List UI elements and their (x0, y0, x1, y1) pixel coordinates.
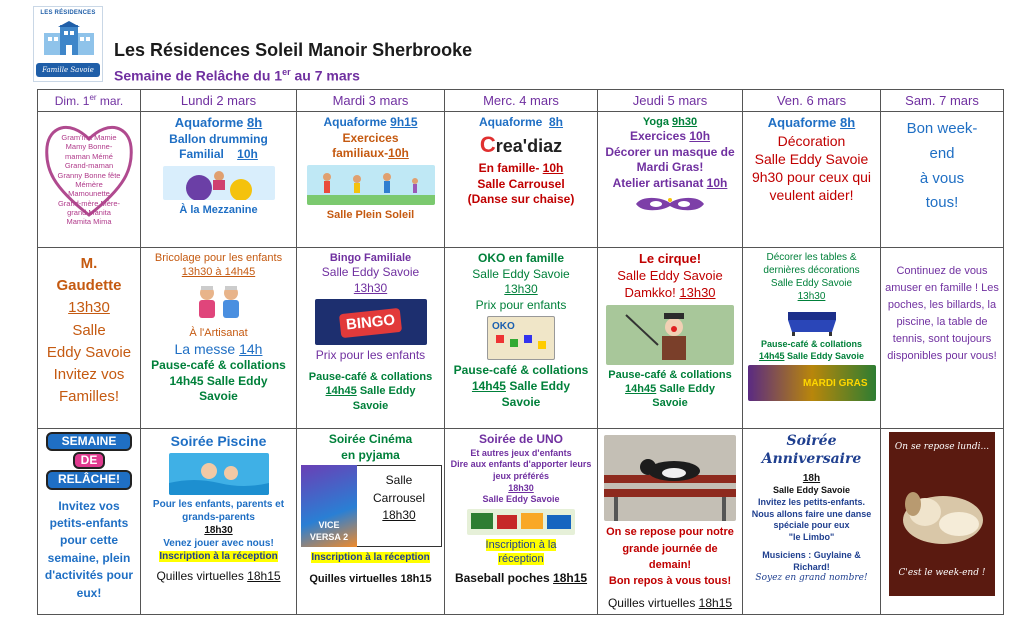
family-exercise-image (307, 165, 435, 205)
activity-line: Pause-café & collations (308, 371, 433, 384)
poster-text: VERSA 2 (309, 531, 349, 542)
cinema-block (301, 465, 442, 547)
activity-line: Savoie (352, 399, 389, 412)
registration-text: Inscription à la réception (311, 552, 430, 564)
badge-line: RELÂCHE! (46, 470, 132, 489)
activity-title: Aquaforme (174, 115, 244, 130)
wednesday-afternoon-cell (445, 248, 598, 429)
activity-time: 13h30 (797, 291, 826, 302)
activity-line (600, 129, 740, 145)
activity-time: 8h (840, 115, 856, 130)
activity-line: Gaudette (56, 277, 122, 295)
wednesday-morning-cell (445, 112, 598, 248)
monday-evening-cell (141, 429, 297, 615)
activity-line (143, 569, 294, 585)
activity-text: Salle Eddy (359, 385, 416, 398)
game-piece (510, 339, 518, 347)
activity-line: Nous allons faire une danse spéciale pour eux (751, 508, 872, 531)
activity-text: Baseball poches (454, 570, 550, 585)
day-sup: er (89, 93, 97, 102)
page-title: Les Résidences Soleil Manoir Sherbrooke (114, 40, 473, 60)
evening-row (38, 429, 1004, 615)
game-piece (524, 335, 532, 343)
activity-line (143, 147, 294, 163)
activity-line: Décoration (777, 132, 846, 149)
day-header-thursday: Jeudi 5 mars (598, 90, 743, 112)
activity-time: 8h (549, 115, 564, 129)
activity-text: Familial (179, 147, 224, 162)
activity-time: 14h (239, 340, 263, 357)
activity-line (600, 176, 740, 192)
oko-text: OKO (492, 321, 515, 333)
weekend-dog-image (889, 432, 995, 596)
activity-time: 18h30 (382, 507, 416, 522)
activity-line: Bingo Familiale (329, 252, 412, 264)
activity-line: Musiciens : Guylaine & Richard! (762, 549, 861, 572)
activity-text: Bricolage pour les enfants (154, 252, 283, 264)
activity-time: 10h (388, 146, 409, 161)
mardi-gras-banner (748, 365, 876, 401)
activity-time: 14h45 (325, 385, 357, 398)
activity-line: On se repose pour notre grande journée de demain! (606, 526, 734, 571)
activity-time: 18h (802, 473, 821, 485)
box-line: Salle (385, 473, 413, 488)
activity-time: 13h30 (68, 299, 110, 317)
bingo-text: BINGO (339, 308, 402, 338)
activity-line: Ballon drumming (169, 131, 268, 146)
activity-time: 10h (706, 176, 728, 191)
registration-text: Inscription à la (485, 539, 557, 552)
activity-time: 18h30 (204, 525, 233, 537)
day-header-wednesday: Merc. 4 mars (445, 90, 598, 112)
activity-line (600, 382, 740, 396)
day-header-sunday (38, 90, 141, 112)
image-caption-bottom: C'est le week-end ! (898, 568, 986, 579)
aquaforme-line (745, 115, 878, 132)
message-line: Bon week- (906, 120, 978, 137)
activity-time: 13h30 (679, 284, 716, 300)
weekend-activities-text: Continuez de vous amuser en famille ! Les poches, les billards, la piscine, la table de tennis, sont toujours disponibles pour vous! (885, 265, 999, 363)
activity-line: Pour les enfants, parents et grands-parents (152, 499, 285, 524)
box-line: Carrousel (372, 490, 426, 505)
image-caption-top: On se repose lundi... (894, 442, 990, 452)
sunday-afternoon-cell (38, 248, 141, 429)
activity-line: Pause-café & collations (453, 363, 589, 378)
activity-title: en pyjama (341, 447, 400, 462)
day-header-monday: Lundi 2 mars (141, 90, 297, 112)
activity-title: Anniversaire (761, 451, 862, 468)
activity-line (600, 285, 740, 302)
day-label: Dim. 1 (54, 94, 90, 108)
activity-line: "le Limbo" (788, 532, 835, 543)
oko-game-image (487, 316, 555, 360)
banner-text: MARDI GRAS (803, 377, 868, 389)
table-decoration-image (782, 306, 842, 336)
friday-morning-cell (743, 112, 881, 248)
activity-time: 18h15 (553, 570, 588, 585)
activity-line: Salle Eddy Savoie (482, 494, 560, 505)
saturday-afternoon-cell (881, 248, 1004, 429)
activity-line: Soyez en grand nombre! (755, 573, 868, 584)
activity-line: Pause-café & collations (760, 339, 863, 349)
activity-text: Salle Eddy (659, 382, 715, 395)
logo-bottom-text: Famille Savoie (36, 63, 100, 77)
registration-line (299, 551, 442, 564)
activity-time: 13h30 à 14h45 (181, 266, 256, 279)
activity-line: Et autres jeux d'enfants (470, 447, 572, 458)
resting-cat-image (604, 435, 736, 521)
activity-title: Soirée Piscine (170, 433, 267, 449)
activity-line: Salle Eddy Savoie (321, 265, 420, 280)
activity-line: Savoie (199, 389, 238, 404)
activity-line: Quilles virtuelles 18h15 (309, 573, 432, 586)
activity-text: Damkko! (624, 284, 676, 300)
activity-title: Aquaforme (323, 115, 387, 129)
activity-line: Prix pour enfants (475, 297, 567, 312)
day-header-friday: Ven. 6 mars (743, 90, 881, 112)
activity-line: Exercices (342, 130, 399, 145)
activity-title: Yoga (642, 116, 669, 128)
activity-line: Venez jouer avec nous! (163, 538, 274, 550)
exercise-ball-image (163, 166, 275, 200)
activity-line: Savoie (652, 397, 688, 410)
semaine-relache-badge (46, 432, 132, 490)
registration-text: réception (498, 553, 544, 566)
sleeping-puppy-icon (889, 474, 995, 554)
activity-text: Salle Eddy (509, 378, 571, 393)
registration-line (447, 552, 595, 566)
activity-line: Salle Eddy Savoie (472, 266, 570, 281)
activity-title: Aquaforme (767, 115, 837, 130)
activity-line: Pause-café & collations (151, 358, 286, 373)
activity-place: Salle Plein Soleil (326, 208, 415, 221)
game-piece (538, 341, 546, 349)
activity-line (600, 596, 740, 612)
friday-afternoon-cell (743, 248, 881, 429)
activity-time: 13h30 (353, 280, 388, 295)
activity-text: Quilles virtuelles (607, 595, 696, 610)
registration-text: Inscription à la réception (159, 551, 278, 563)
activity-time: 9h30 (672, 116, 698, 128)
logo-text: rea'diaz (495, 135, 563, 156)
movie-poster (301, 465, 357, 547)
monday-afternoon-cell (141, 248, 297, 429)
activity-text: Salle Eddy Savoie (787, 350, 865, 361)
activity-line: (Danse sur chaise) (467, 192, 575, 207)
message-line: tous! (925, 194, 959, 212)
activity-time: 18h15 (698, 595, 733, 610)
activity-line: 14h45 Salle Eddy (169, 373, 268, 388)
sunday-evening-cell (38, 429, 141, 615)
activity-place: À la Mezzanine (179, 204, 258, 217)
logo-top-text: LES RÉSIDENCES (40, 10, 96, 16)
aquaforme-line (143, 115, 294, 132)
mass-line (143, 340, 294, 358)
activity-time: 8h (247, 115, 263, 130)
activity-title: Soirée de UNO (478, 432, 564, 446)
activity-line: À l'Artisanat (189, 326, 248, 339)
activity-time: 13h30 (504, 282, 538, 297)
activity-line: Eddy Savoie (46, 343, 132, 361)
activity-title: Soirée Cinéma (328, 432, 413, 446)
activity-text: Exercices (629, 129, 687, 144)
tuesday-evening-cell (297, 429, 445, 615)
activity-line: Décorer les tables & dernières décorations (763, 252, 860, 276)
activity-line: Salle Carrousel (477, 176, 565, 191)
activity-line: Salle Eddy Savoie (617, 267, 723, 283)
activity-text: La messe (174, 340, 236, 357)
c-logo-icon: C (479, 131, 496, 157)
aquaforme-line (299, 115, 442, 131)
activity-line: 9h30 pour ceux qui veulent aider! (751, 169, 872, 204)
activity-line (447, 379, 595, 395)
activity-line (143, 251, 294, 280)
residence-logo (33, 6, 103, 82)
page-subtitle (114, 67, 360, 84)
activity-time: 10h (689, 129, 711, 144)
activity-time: 14h45 (471, 378, 506, 393)
activity-time: 14h45 (758, 350, 785, 361)
activity-line: OKO en famille (477, 251, 565, 265)
weekly-calendar (37, 89, 1004, 615)
activity-title: Soirée (786, 433, 837, 449)
day-header-tuesday: Mardi 3 mars (297, 90, 445, 112)
activity-line: Le cirque! (638, 251, 702, 266)
activity-line: Salle Eddy Savoie (770, 278, 853, 289)
activity-title: Aquaforme (478, 115, 543, 129)
activity-time: 9h15 (390, 115, 418, 129)
monday-morning-cell (141, 112, 297, 248)
activity-time: 18h15 (247, 569, 281, 584)
activity-line: Pause-café & collations (608, 368, 732, 381)
tuesday-afternoon-cell (297, 248, 445, 429)
activity-line: Salle (72, 321, 106, 339)
day-header-saturday: Sam. 7 mars (881, 90, 1004, 112)
activity-line (299, 146, 442, 162)
pool-image (169, 453, 269, 495)
badge-line: DE (73, 452, 105, 469)
mardi-gras-mask-icon (632, 195, 708, 213)
day-label: mar. (96, 94, 124, 108)
creadiaz-logo (447, 131, 595, 160)
weekend-message (883, 115, 1001, 216)
wednesday-evening-cell (445, 429, 598, 615)
activity-line: Prix pour les enfants (315, 348, 426, 363)
activity-line: M. (80, 255, 98, 272)
morning-row (38, 112, 1004, 248)
activity-line: Invitez vos petits-enfants pour cette semaine, plein d'activités pour eux! (44, 498, 134, 600)
activity-time: 18h30 (508, 482, 534, 493)
activity-line: Salle Eddy Savoie (772, 485, 851, 496)
activity-line: Savoie (501, 394, 541, 409)
day-header-row (38, 90, 1004, 112)
subtitle-part: Semaine de Relâche du 1 (114, 67, 283, 84)
activity-text: Quilles virtuelles (156, 569, 244, 584)
building-icon (42, 21, 96, 57)
grandparents-image (187, 283, 251, 323)
saturday-morning-cell (881, 112, 1004, 248)
tuesday-morning-cell (297, 112, 445, 248)
heart-word-cloud (43, 117, 135, 227)
aquaforme-line (447, 115, 595, 131)
afternoon-row (38, 248, 1004, 429)
activity-text: En famille- (478, 161, 540, 176)
subtitle-part: au 7 mars (290, 67, 360, 84)
clown-image (606, 305, 734, 365)
thursday-afternoon-cell (598, 248, 743, 429)
message-line: end (929, 144, 955, 162)
activity-time: 10h (237, 147, 258, 162)
activity-text: familiaux- (332, 146, 389, 161)
gaudette-block (40, 251, 138, 408)
yoga-line (600, 115, 740, 129)
heart-words: Gram'ma Mamie Mamy Bonne-maman Mémé Grand-maman Granny Bonne fête Mémère Mamounette Grand-mère Mère-grand Manita Mamita Mima (57, 133, 121, 227)
game-piece (496, 335, 504, 343)
cinema-location-box (357, 465, 442, 547)
activity-line (447, 161, 595, 177)
message-line: à vous (919, 169, 965, 187)
activity-time: 14h45 (625, 382, 657, 395)
activity-line: Salle Eddy Savoie (754, 151, 869, 168)
friday-evening-cell (743, 429, 881, 615)
subtitle-sup: er (282, 67, 291, 77)
activity-line: Décorer un masque de Mardi Gras! (605, 144, 735, 175)
activity-line (299, 384, 442, 398)
activity-line (745, 351, 878, 363)
registration-line (143, 550, 294, 563)
bingo-image (315, 299, 427, 345)
sunday-morning-cell (38, 112, 141, 248)
activity-text: Atelier artisanat (612, 176, 704, 191)
activity-line: Invitez vos (53, 365, 125, 383)
activity-line: Invitez les petits-enfants. (757, 497, 866, 508)
thursday-evening-cell (598, 429, 743, 615)
thursday-morning-cell (598, 112, 743, 248)
activity-line: Familles! (58, 388, 119, 406)
badge-line: SEMAINE (46, 432, 132, 451)
poster-text: VICE (318, 519, 340, 530)
registration-line (447, 538, 595, 552)
activity-time: 10h (542, 161, 564, 176)
activity-line: Bon repos à vous tous! (608, 574, 732, 587)
activity-line: Dire aux enfants d'apporter leurs jeux préférés (450, 459, 592, 481)
saturday-evening-cell (881, 429, 1004, 615)
board-games-image (467, 509, 575, 535)
activity-line (447, 571, 595, 587)
